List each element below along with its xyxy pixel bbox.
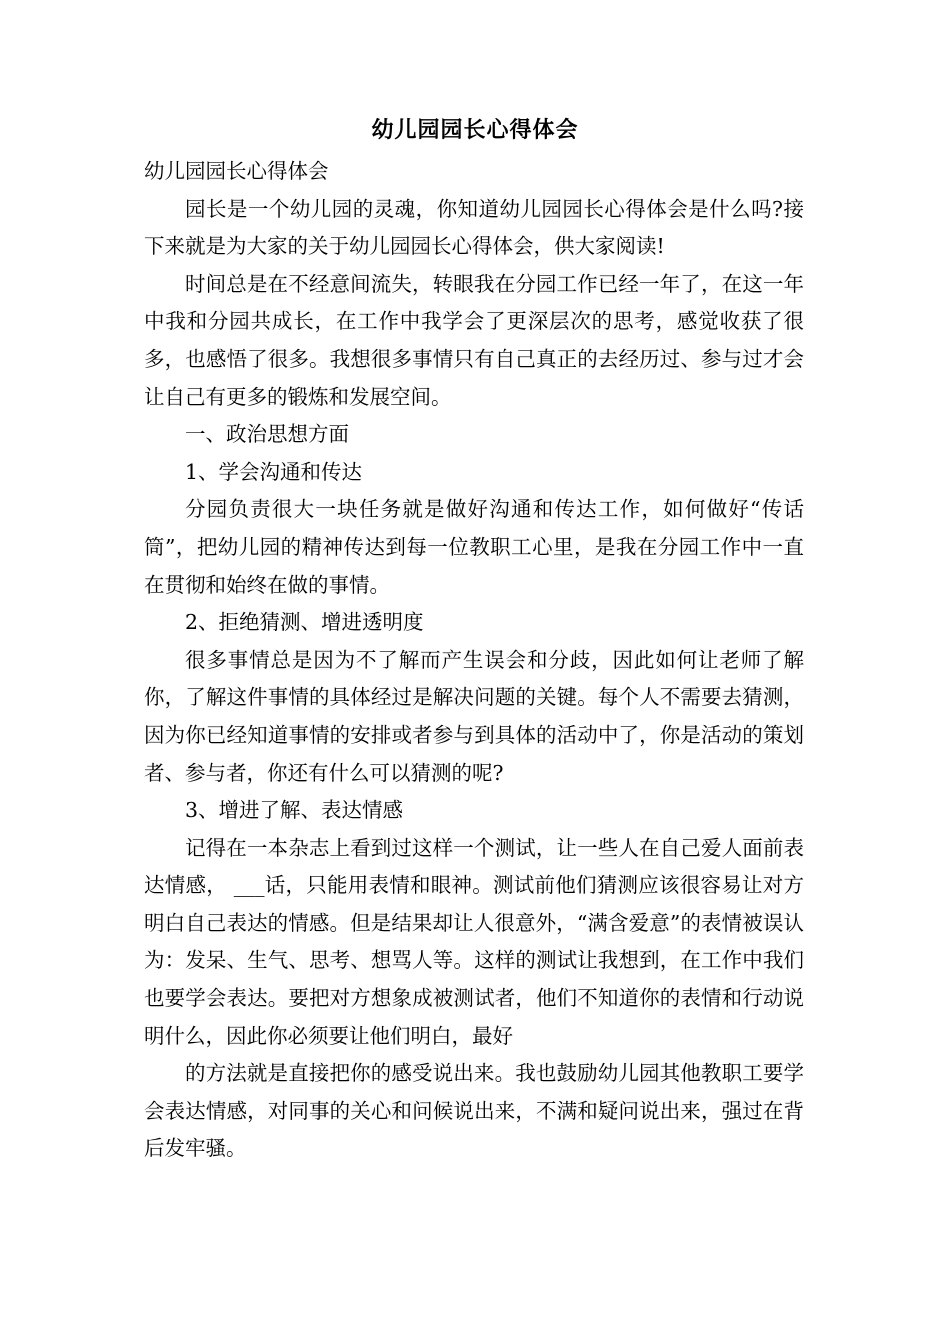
section-heading-politics: 一、政治思想方面 [185,422,349,447]
paragraph-conclusion: 的方法就是直接把你的感受说出来。我也鼓励幼儿园其他教职工要学会表达情感，对同事的关心和问候说出来，不满和疑问说出来，强过在背后发牢骚。 [144,1061,804,1161]
document-body [144,153,804,1168]
paragraph-communication: 分园负责很大一块任务就是做好沟通和传达工作，如何做好“传话筒”，把幼儿园的精神传达到每一位教职工心里，是我在分园工作中一直在贯彻和始终在做的事情。 [144,497,804,597]
document-subtitle: 幼儿园园长心得体会 [144,159,329,183]
subheading-communication: 1、学会沟通和传达 [185,459,363,484]
paragraph-reflection: 时间总是在不经意间流失，转眼我在分园工作已经一年了，在这一年中我和分园共成长，在工作中我学会了更深层次的思考，感觉收获了很多，也感悟了很多。我想很多事情只有自己真正的去经历过、参与过才会让自己有更多的锻炼和发展空间。 [144,271,804,409]
document-title: 幼儿园园长心得体会 [371,117,579,143]
paragraph-expression: 记得在一本杂志上看到过这样一个测试，让一些人在自己爱人面前表达情感， ___话，只能用表情和眼神。测试前他们猜测应该很容易让对方明白自己表达的情感。但是结果却让人很意外，“满含爱意”的表情被误认为：发呆、生气、思考、想骂人等。这样的测试让我想到，在工作中我们也要学会表达。要把对方想象成被测试者，他们不知道你的表情和行动说明什么，因此你必须要让他们明白，最好 [144,835,804,1048]
paragraph-intro: 园长是一个幼儿园的灵魂，你知道幼儿园园长心得体会是什么吗?接下来就是为大家的关于幼儿园园长心得体会，供大家阅读! [144,196,804,259]
subheading-transparency: 2、拒绝猜测、增进透明度 [185,610,424,635]
paragraph-transparency: 很多事情总是因为不了解而产生误会和分歧，因此如何让老师了解你，了解这件事情的具体经过是解决问题的关键。每个人不需要去猜测，因为你已经知道事情的安排或者参与到具体的活动中了，你是活动的策划者、参与者，你还有什么可以猜测的呢? [144,647,804,785]
subheading-expression: 3、增进了解、表达情感 [185,798,404,823]
